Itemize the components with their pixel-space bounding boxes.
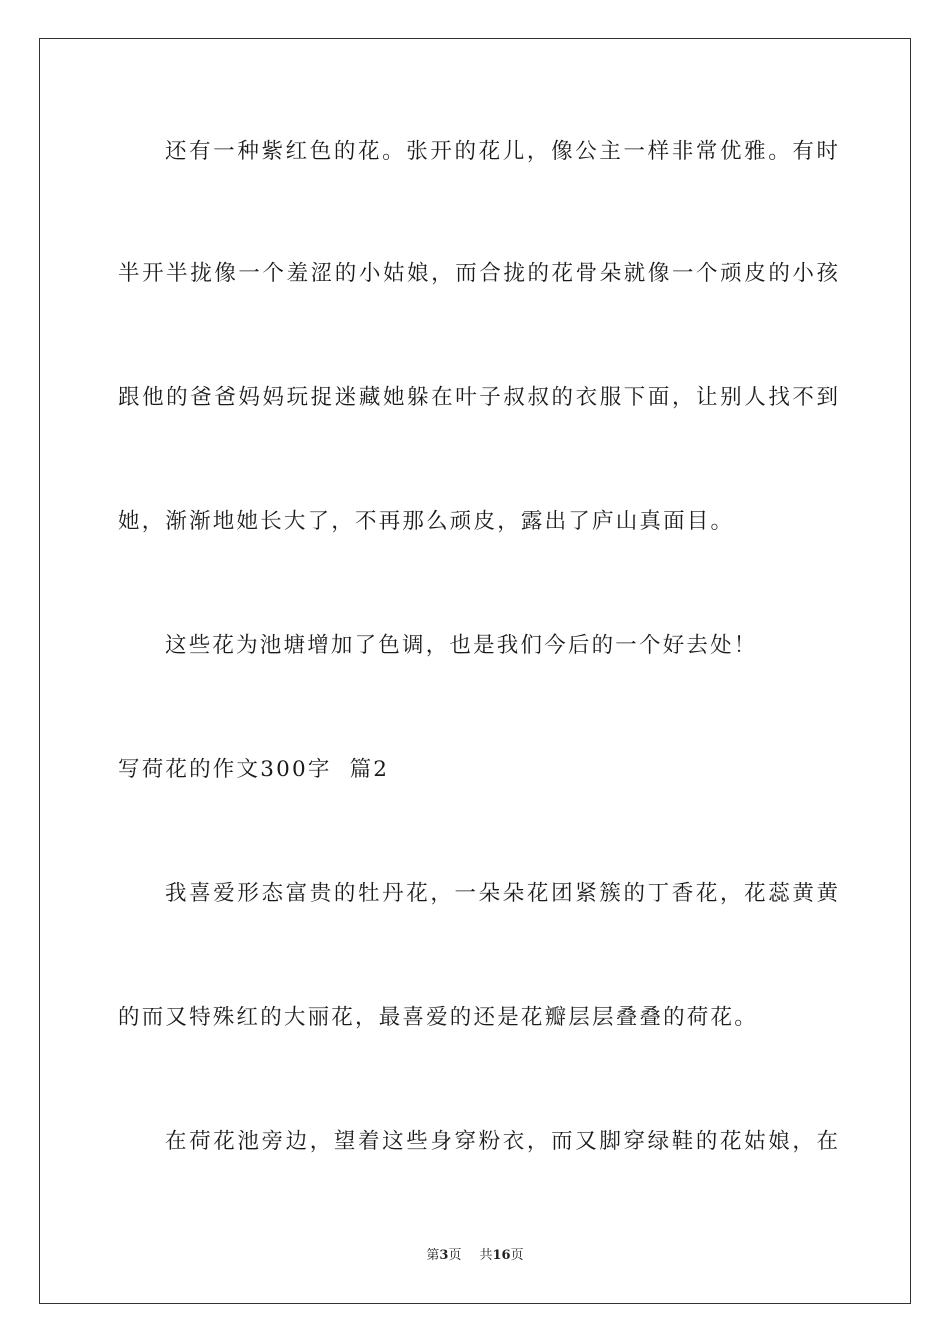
page-label-prefix: 第 [426,1248,440,1263]
total-page-count: 16 [492,1248,511,1263]
section-heading: 写荷花的作文300字 篇2 [118,757,390,782]
paragraph-1-line-2: 半开半拢像一个羞涩的小姑娘，而合拢的花骨朵就像一个顽皮的小孩 [118,261,838,286]
paragraph-1-line-4: 她，渐渐地她长大了，不再那么顽皮，露出了庐山真面目。 [118,509,735,534]
page-footer [0,1247,950,1265]
page-label-suffix: 页 [448,1248,462,1263]
paragraph-1-line-1: 还有一种紫红色的花。张开的花儿，像公主一样非常优雅。有时 [165,139,838,164]
page-border [39,38,911,1304]
paragraph-1-line-3: 跟他的爸爸妈妈玩捉迷藏她躲在叶子叔叔的衣服下面，让别人找不到 [118,385,838,410]
paragraph-3-line-1: 我喜爱形态富贵的牡丹花，一朵朵花团紧簇的丁香花，花蕊黄黄 [165,881,838,906]
total-label-prefix: 共 [479,1248,493,1263]
paragraph-2-line-1: 这些花为池塘增加了色调，也是我们今后的一个好去处！ [165,633,758,658]
total-label-suffix: 页 [510,1248,524,1263]
current-page-number: 3 [439,1248,449,1263]
paragraph-4-line-1: 在荷花池旁边，望着这些身穿粉衣，而又脚穿绿鞋的花姑娘，在 [165,1129,838,1154]
paragraph-3-line-2: 的而又特殊红的大丽花，最喜爱的还是花瓣层层叠叠的荷花。 [118,1005,758,1030]
